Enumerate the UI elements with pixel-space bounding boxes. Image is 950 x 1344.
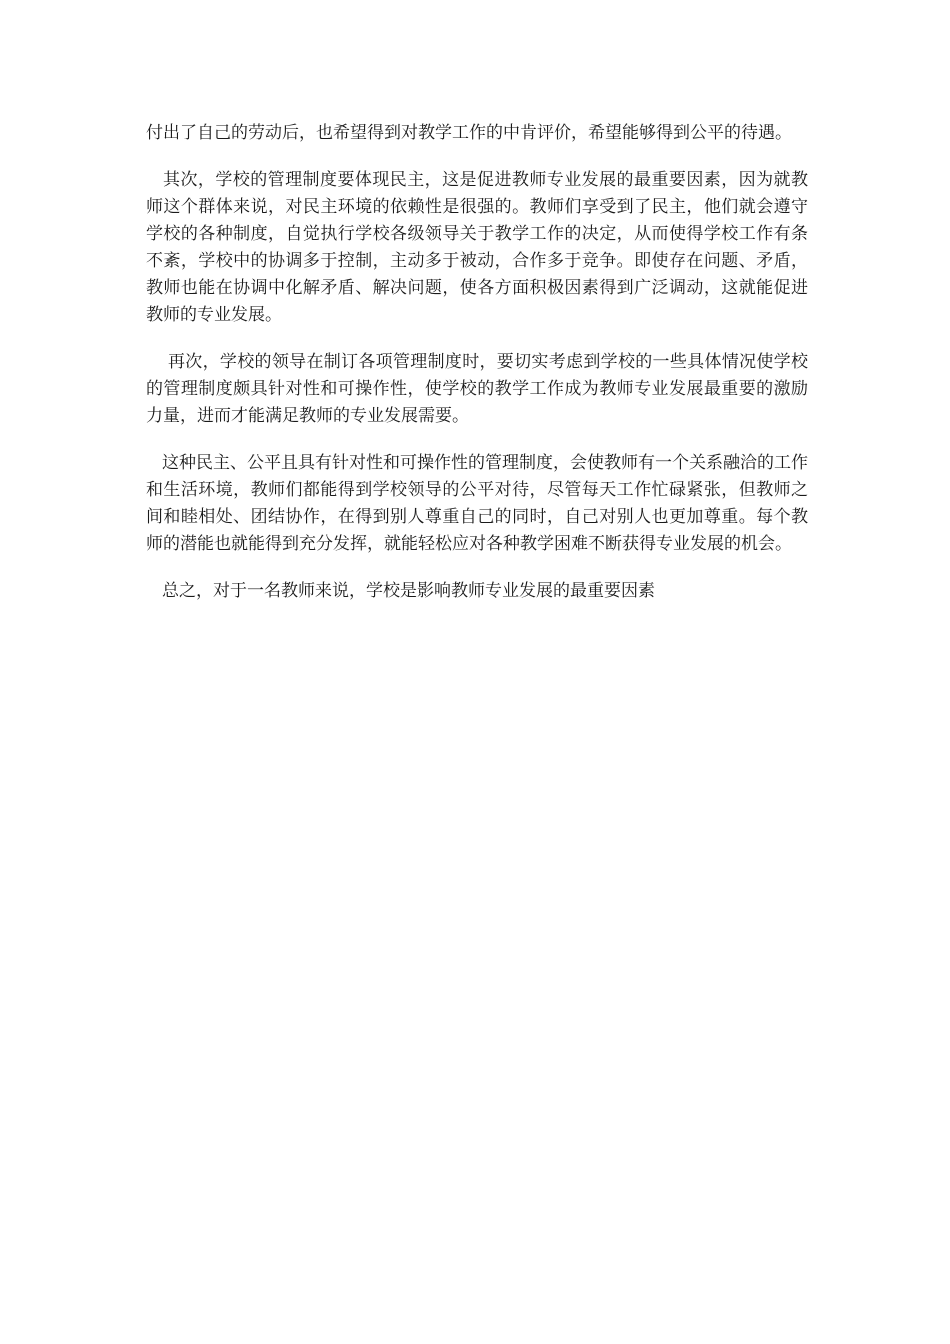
paragraph-2: 其次，学校的管理制度要体现民主，这是促进教师专业发展的最重要因素，因为就教师这个群体来说，对民主环境的依赖性是很强的。教师们享受到了民主，他们就会遵守学校的各种制度，自觉执行学校各级领导关于教学工作的决定，从而使得学校工作有条不紊，学校中的协调多于控制，主动多于被动，合作多于竞争。即使存在问题、矛盾，教师也能在协调中化解矛盾、解决问题，使各方面积极因素得到广泛调动，这就能促进教师的专业发展。 — [146, 170, 808, 325]
document-body — [146, 120, 808, 625]
paragraph-1: 付出了自己的劳动后，也希望得到对教学工作的中肯评价，希望能够得到公平的待遇。 — [146, 123, 792, 143]
paragraph-3: 再次，学校的领导在制订各项管理制度时，要切实考虑到学校的一些具体情况使学校的管理制度颇具针对性和可操作性，使学校的教学工作成为教师专业发展最重要的激励力量，进而才能满足教师的专业发展需要。 — [146, 352, 808, 426]
paragraph-4: 这种民主、公平且具有针对性和可操作性的管理制度，会使教师有一个关系融洽的工作和生活环境，教师们都能得到学校领导的公平对待，尽管每天工作忙碌紧张，但教师之间和睦相处、团结协作，在得到别人尊重自己的同时，自己对别人也更加尊重。每个教师的潜能也就能得到充分发挥，就能轻松应对各种教学困难不断获得专业发展的机会。 — [146, 453, 808, 554]
paragraph-5: 总之，对于一名教师来说，学校是影响教师专业发展的最重要因素 — [162, 581, 655, 601]
